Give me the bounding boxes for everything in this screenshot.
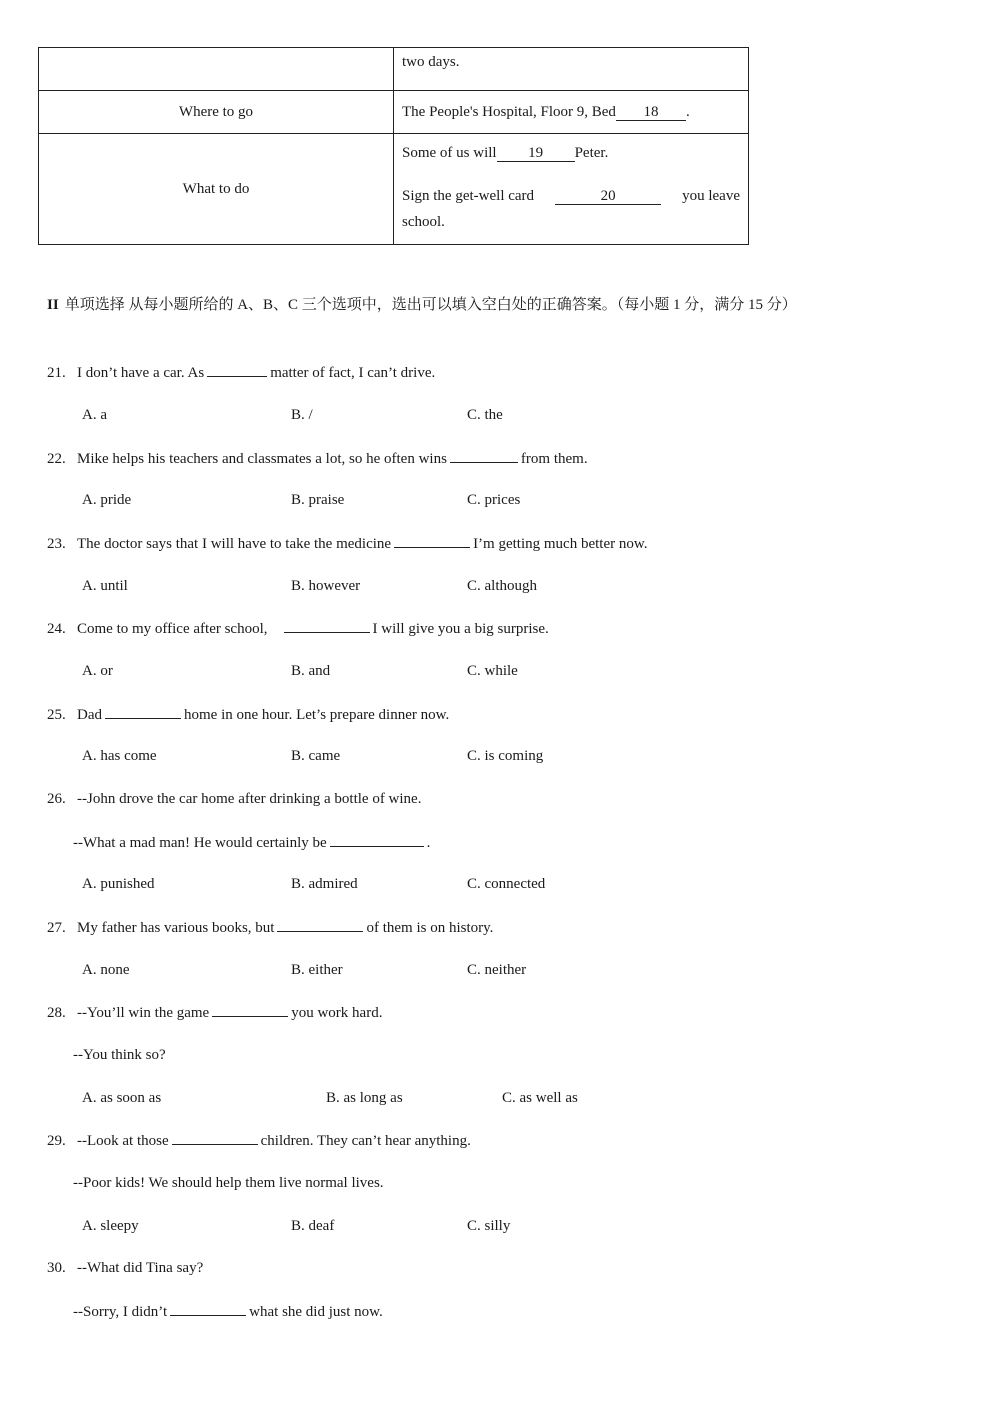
- option-c: C. prices: [467, 492, 521, 508]
- answer-blank: [394, 533, 470, 548]
- option-a: A. a: [82, 407, 107, 423]
- question-25: [47, 704, 449, 725]
- cell-line: school.: [402, 213, 445, 230]
- section-heading: [47, 292, 887, 318]
- table-cell: [394, 91, 749, 134]
- question-text: you work hard.: [291, 1005, 383, 1021]
- cell-line: [402, 143, 740, 163]
- question-text: --You’ll win the game: [77, 1005, 210, 1021]
- question-number: 25.: [47, 707, 66, 723]
- question-number: 24.: [47, 621, 66, 637]
- option-c: C. neither: [467, 962, 527, 978]
- question-text: .: [426, 835, 431, 851]
- row-label-where-to-go: Where to go: [39, 91, 394, 134]
- question-text: children. They can’t hear anything.: [260, 1133, 471, 1149]
- question-29-line2: --Poor kids! We should help them live normal lives.: [73, 1175, 384, 1191]
- table-cell-empty: [39, 48, 394, 91]
- option-c: C. is coming: [467, 748, 544, 764]
- cell-text: two days.: [402, 54, 460, 70]
- option-c: C. silly: [467, 1218, 511, 1234]
- option-a: A. has come: [82, 748, 157, 764]
- blank-18: 18: [616, 104, 686, 121]
- info-table: [38, 47, 749, 245]
- table-row: [39, 134, 749, 245]
- question-28: [47, 1002, 382, 1023]
- cell-text: The People's Hospital, Floor 9, Bed: [402, 103, 616, 120]
- question-27: [47, 917, 493, 938]
- question-text: of them is on history.: [366, 920, 494, 936]
- cell-text-end: you leave: [682, 187, 740, 204]
- question-text: --Sorry, I didn’t: [73, 1304, 168, 1320]
- option-b: B. however: [291, 578, 361, 594]
- option-c: C. although: [467, 578, 537, 594]
- option-b: B. praise: [291, 492, 345, 508]
- option-a: A. as soon as: [82, 1090, 162, 1106]
- question-26: [47, 789, 421, 809]
- answer-blank: [284, 618, 370, 633]
- question-number: 23.: [47, 536, 66, 552]
- option-b: B. either: [291, 962, 343, 978]
- answer-blank: [172, 1130, 258, 1145]
- question-text: Come to my office after school,: [77, 621, 268, 637]
- question-number: 30.: [47, 1260, 66, 1276]
- section-instructions: 单项选择 从每小题所给的 A、B、C 三个选项中，选出可以填入空白处的正确答案。（每小题 1 分，满分 15 分）: [64, 297, 797, 313]
- question-text: The doctor says that I will have to take the medicine: [77, 536, 392, 552]
- option-a: A. or: [82, 663, 113, 679]
- table-cell: [394, 48, 749, 91]
- option-b: B. admired: [291, 876, 358, 892]
- question-number: 27.: [47, 920, 66, 936]
- answer-blank: [207, 362, 267, 377]
- answer-blank: [170, 1301, 246, 1316]
- option-b: B. and: [291, 663, 331, 679]
- cell-text-end: Peter.: [574, 144, 609, 161]
- option-a: A. pride: [82, 492, 132, 508]
- question-30: [47, 1258, 203, 1278]
- cell-text: Some of us will: [402, 144, 497, 161]
- question-text: --What a mad man! He would certainly be: [73, 835, 327, 851]
- answer-blank: [212, 1002, 288, 1017]
- question-text: My father has various books, but: [77, 920, 275, 936]
- section-number: II: [47, 297, 59, 313]
- question-text: matter of fact, I can’t drive.: [270, 365, 436, 381]
- answer-blank: [450, 448, 518, 463]
- question-text: Dad: [77, 707, 102, 723]
- option-b: B. /: [291, 407, 313, 423]
- question-30-line2: [73, 1301, 383, 1322]
- option-b: B. came: [291, 748, 341, 764]
- question-number: 22.: [47, 451, 66, 467]
- question-28-line2: --You think so?: [73, 1047, 166, 1063]
- question-text: --Look at those: [77, 1133, 169, 1149]
- question-text: Mike helps his teachers and classmates a lot, so he often wins: [77, 451, 447, 467]
- blank-20: 20: [555, 188, 661, 205]
- table-row: [39, 91, 749, 134]
- blank-19: 19: [497, 145, 575, 162]
- question-number: 28.: [47, 1005, 66, 1021]
- question-text: --John drove the car home after drinking a bottle of wine.: [77, 791, 422, 807]
- table-row: [39, 48, 749, 91]
- option-c: C. the: [467, 407, 503, 423]
- option-a: A. none: [82, 962, 130, 978]
- option-b: B. as long as: [326, 1090, 403, 1106]
- option-c: C. as well as: [502, 1090, 578, 1106]
- question-23: [47, 533, 647, 554]
- question-text: home in one hour. Let’s prepare dinner now.: [184, 707, 450, 723]
- option-a: A. until: [82, 578, 128, 594]
- table-cell: [394, 134, 749, 245]
- question-22: [47, 448, 588, 469]
- cell-line: [402, 186, 740, 206]
- question-number: 29.: [47, 1133, 66, 1149]
- question-number: 26.: [47, 791, 66, 807]
- question-text: from them.: [520, 451, 588, 467]
- question-21: [47, 362, 435, 383]
- question-text: what she did just now.: [249, 1304, 383, 1320]
- option-c: C. while: [467, 663, 518, 679]
- question-text: I’m getting much better now.: [473, 536, 648, 552]
- cell-text: Sign the get-well card: [402, 187, 535, 204]
- row-label-what-to-do: What to do: [39, 134, 394, 245]
- question-26-line2: [73, 832, 430, 853]
- option-b: B. deaf: [291, 1218, 335, 1234]
- option-a: A. sleepy: [82, 1218, 139, 1234]
- question-24: [47, 618, 549, 639]
- option-c: C. connected: [467, 876, 546, 892]
- option-a: A. punished: [82, 876, 155, 892]
- question-text: I don’t have a car. As: [77, 365, 205, 381]
- answer-blank: [330, 832, 424, 847]
- question-text: I will give you a big surprise.: [372, 621, 549, 637]
- question-text: --What did Tina say?: [77, 1260, 204, 1276]
- cell-text-end: .: [685, 103, 690, 120]
- question-number: 21.: [47, 365, 66, 381]
- answer-blank: [277, 917, 363, 932]
- question-29: [47, 1130, 471, 1151]
- answer-blank: [105, 704, 181, 719]
